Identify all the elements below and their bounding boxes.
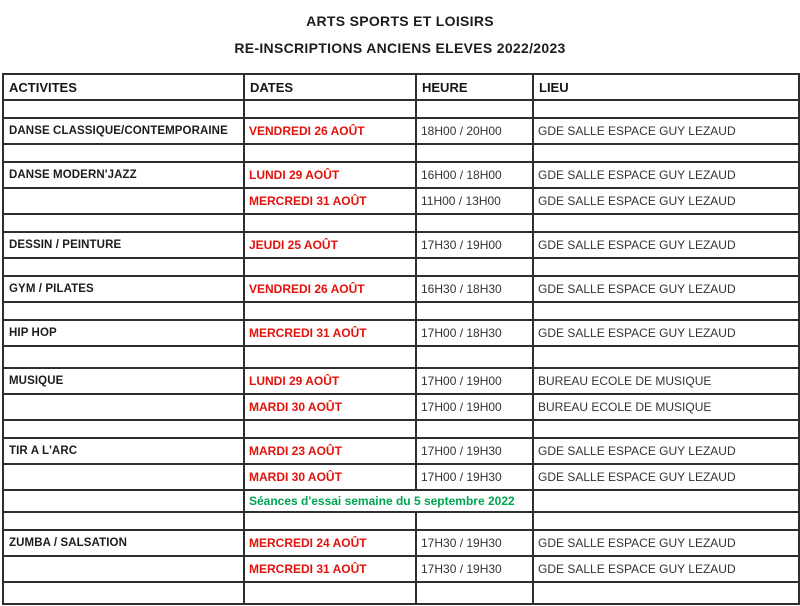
table-row — [3, 188, 799, 214]
date-cell: JEUDI 25 AOÛT — [244, 232, 416, 258]
empty-cell — [3, 258, 244, 276]
date-cell: VENDREDI 26 AOÛT — [244, 276, 416, 302]
date-cell: MERCREDI 24 AOÛT — [244, 530, 416, 556]
empty-cell — [244, 302, 416, 320]
date-cell: LUNDI 29 AOÛT — [244, 368, 416, 394]
date-cell: LUNDI 29 AOÛT — [244, 162, 416, 188]
spacer-row — [3, 214, 799, 232]
empty-cell — [416, 346, 533, 368]
spacer-row — [3, 582, 799, 604]
location-cell: GDE SALLE ESPACE GUY LEZAUD — [533, 438, 799, 464]
date-cell: MARDI 23 AOÛT — [244, 438, 416, 464]
spacer-row — [3, 420, 799, 438]
spacer-row — [3, 258, 799, 276]
empty-cell — [3, 144, 244, 162]
time-cell: 11H00 / 13H00 — [416, 188, 533, 214]
activity-cell: DESSIN / PEINTURE — [3, 232, 244, 258]
trial-note-row — [3, 490, 799, 512]
time-cell: 18H00 / 20H00 — [416, 118, 533, 144]
document-title — [0, 0, 800, 62]
empty-cell — [533, 302, 799, 320]
activity-cell — [3, 464, 244, 490]
date-cell: MERCREDI 31 AOÛT — [244, 188, 416, 214]
location-cell: BUREAU ECOLE DE MUSIQUE — [533, 394, 799, 420]
date-cell: MERCREDI 31 AOÛT — [244, 556, 416, 582]
activity-cell: ZUMBA / SALSATION — [3, 530, 244, 556]
empty-cell — [416, 100, 533, 118]
location-cell: GDE SALLE ESPACE GUY LEZAUD — [533, 464, 799, 490]
header-row — [3, 74, 799, 100]
empty-cell — [416, 582, 533, 604]
time-cell: 16H30 / 18H30 — [416, 276, 533, 302]
time-cell: 17H00 / 19H30 — [416, 438, 533, 464]
location-cell: GDE SALLE ESPACE GUY LEZAUD — [533, 556, 799, 582]
spacer-row — [3, 512, 799, 530]
empty-cell — [3, 512, 244, 530]
location-cell: GDE SALLE ESPACE GUY LEZAUD — [533, 530, 799, 556]
empty-cell — [3, 100, 244, 118]
location-cell: GDE SALLE ESPACE GUY LEZAUD — [533, 118, 799, 144]
empty-cell — [244, 582, 416, 604]
activity-cell — [3, 394, 244, 420]
empty-cell — [244, 100, 416, 118]
spacer-row — [3, 100, 799, 118]
time-cell: 17H00 / 19H30 — [416, 464, 533, 490]
empty-cell — [533, 512, 799, 530]
spacer-row — [3, 302, 799, 320]
title-line-2: RE-INSCRIPTIONS ANCIENS ELEVES 2022/2023 — [234, 40, 566, 56]
empty-cell — [416, 302, 533, 320]
col-header-lieu: LIEU — [533, 74, 799, 100]
empty-cell — [416, 214, 533, 232]
empty-cell — [3, 490, 244, 512]
table-row — [3, 232, 799, 258]
table-row — [3, 320, 799, 346]
location-cell: GDE SALLE ESPACE GUY LEZAUD — [533, 188, 799, 214]
schedule-table — [2, 73, 800, 605]
location-cell: BUREAU ECOLE DE MUSIQUE — [533, 368, 799, 394]
empty-cell — [3, 214, 244, 232]
spacer-row — [3, 144, 799, 162]
empty-cell — [244, 346, 416, 368]
time-cell: 16H00 / 18H00 — [416, 162, 533, 188]
date-cell: MARDI 30 AOÛT — [244, 464, 416, 490]
title-line-1: ARTS SPORTS ET LOISIRS — [306, 13, 494, 29]
empty-cell — [533, 420, 799, 438]
date-cell: MARDI 30 AOÛT — [244, 394, 416, 420]
empty-cell — [244, 512, 416, 530]
col-header-heure: HEURE — [416, 74, 533, 100]
date-cell: MERCREDI 31 AOÛT — [244, 320, 416, 346]
empty-cell — [244, 214, 416, 232]
time-cell: 17H00 / 19H00 — [416, 394, 533, 420]
empty-cell — [416, 420, 533, 438]
time-cell: 17H00 / 19H00 — [416, 368, 533, 394]
empty-cell — [3, 420, 244, 438]
table-row — [3, 118, 799, 144]
empty-cell — [244, 144, 416, 162]
table-row — [3, 394, 799, 420]
table-row — [3, 530, 799, 556]
time-cell: 17H30 / 19H30 — [416, 530, 533, 556]
location-cell: GDE SALLE ESPACE GUY LEZAUD — [533, 232, 799, 258]
empty-cell — [416, 144, 533, 162]
activity-cell: MUSIQUE — [3, 368, 244, 394]
time-cell: 17H30 / 19H30 — [416, 556, 533, 582]
table-row — [3, 556, 799, 582]
empty-cell — [533, 346, 799, 368]
location-cell: GDE SALLE ESPACE GUY LEZAUD — [533, 276, 799, 302]
spacer-row — [3, 346, 799, 368]
time-cell: 17H30 / 19H00 — [416, 232, 533, 258]
table-row — [3, 368, 799, 394]
empty-cell — [3, 346, 244, 368]
activity-cell — [3, 556, 244, 582]
activity-cell: TIR A L'ARC — [3, 438, 244, 464]
empty-cell — [533, 490, 799, 512]
empty-cell — [533, 144, 799, 162]
time-cell: 17H00 / 18H30 — [416, 320, 533, 346]
table-row — [3, 464, 799, 490]
empty-cell — [244, 420, 416, 438]
location-cell: GDE SALLE ESPACE GUY LEZAUD — [533, 162, 799, 188]
empty-cell — [533, 100, 799, 118]
table-row — [3, 276, 799, 302]
empty-cell — [533, 582, 799, 604]
activity-cell — [3, 188, 244, 214]
location-cell: GDE SALLE ESPACE GUY LEZAUD — [533, 320, 799, 346]
activity-cell: DANSE MODERN'JAZZ — [3, 162, 244, 188]
table-row — [3, 438, 799, 464]
activity-cell: DANSE CLASSIQUE/CONTEMPORAINE — [3, 118, 244, 144]
trial-note: Séances d'essai semaine du 5 septembre 2022 — [244, 490, 533, 512]
empty-cell — [3, 582, 244, 604]
date-cell: VENDREDI 26 AOÛT — [244, 118, 416, 144]
activity-cell: GYM / PILATES — [3, 276, 244, 302]
empty-cell — [533, 214, 799, 232]
empty-cell — [533, 258, 799, 276]
col-header-activites: ACTIVITES — [3, 74, 244, 100]
empty-cell — [3, 302, 244, 320]
empty-cell — [416, 512, 533, 530]
table-row — [3, 162, 799, 188]
empty-cell — [244, 258, 416, 276]
col-header-dates: DATES — [244, 74, 416, 100]
activity-cell: HIP HOP — [3, 320, 244, 346]
empty-cell — [416, 258, 533, 276]
